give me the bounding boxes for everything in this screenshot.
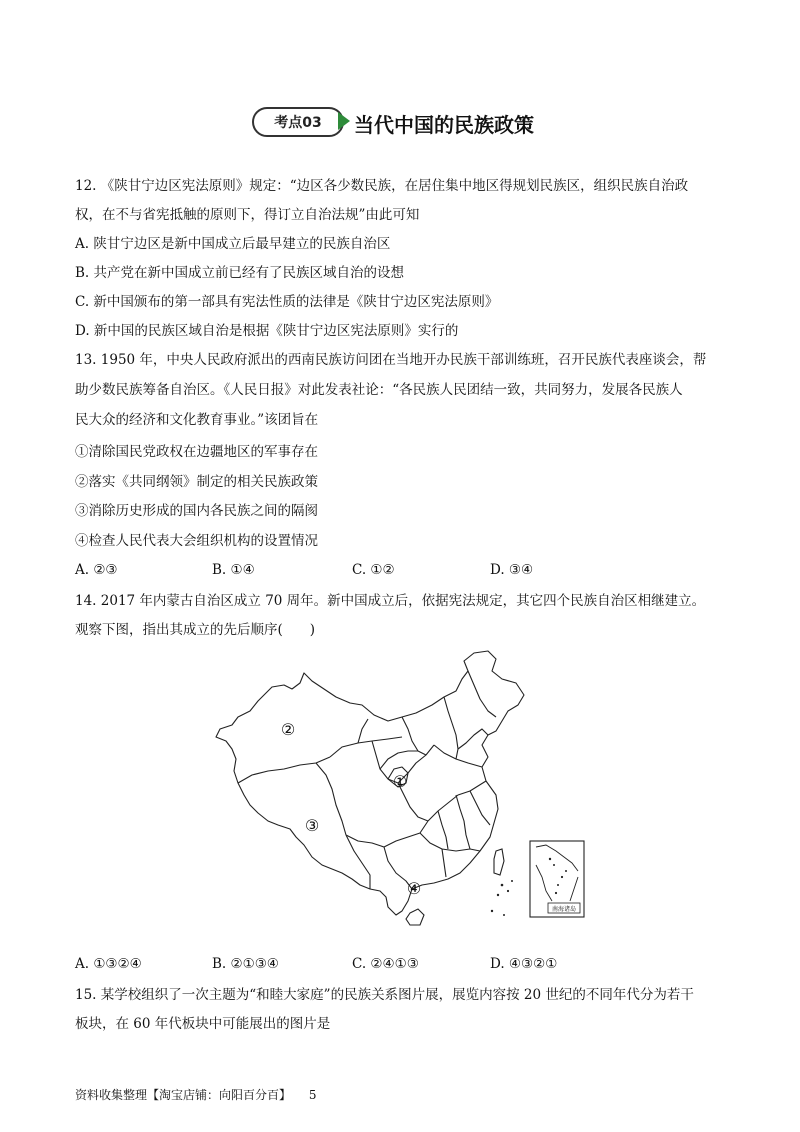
map-marker-4: ④ <box>406 879 422 898</box>
q14-option-a: A. ①③②④ <box>75 956 142 972</box>
q14-option-c: C. ②④①③ <box>352 956 419 972</box>
section-heading <box>252 103 572 143</box>
q13-option-b: B. ①④ <box>212 562 255 578</box>
q13-stem-line-2: 助少数民族筹备自治区。《人民日报》对此发表社论：“各民族人民团结一致，共同努力，发展各民族人 <box>75 382 683 398</box>
q14-option-b: B. ②①③④ <box>212 956 279 972</box>
map-marker-3: ③ <box>304 816 320 835</box>
q12-option-a: A. 陕甘宁边区是新中国成立后最早建立的民族自治区 <box>75 236 391 252</box>
q13-option-a: A. ②③ <box>75 562 118 578</box>
q13-item-2: ②落实《共同纲领》制定的相关民族政策 <box>75 474 318 490</box>
page-footer <box>75 1086 316 1103</box>
map-marker-1: ① <box>392 772 408 791</box>
section-badge: 考点03 <box>252 107 344 137</box>
q13-option-c: C. ①② <box>352 562 395 578</box>
q13-stem-line-3: 民大众的经济和文化教育事业。”该团旨在 <box>75 412 319 428</box>
taiwan-island <box>494 849 504 875</box>
inset-label: 南海诸岛 <box>551 906 577 913</box>
q12-stem-line-2: 权，在不与省宪抵触的原则下，得订立自治法规”由此可知 <box>75 207 420 223</box>
q13-stem-line-1: 13. 1950 年，中央人民政府派出的西南民族访问团在当地开办民族干部训练班，召开民族代表座谈会，帮 <box>75 352 707 368</box>
q13-option-d: D. ③④ <box>490 562 534 578</box>
q14-option-d: D. ④③②① <box>490 956 558 972</box>
section-title: 当代中国的民族政策 <box>354 113 534 137</box>
south-china-sea-inset <box>530 841 584 917</box>
q15-stem-line-2: 板块，在 60 年代板块中可能展出的图片是 <box>75 1016 331 1032</box>
q12-option-d: D. 新中国的民族区域自治是根据《陕甘宁边区宪法原则》实行的 <box>75 323 459 339</box>
q15-stem-line-1: 15. 某学校组织了一次主题为“和睦大家庭”的民族关系图片展，展览内容按 20 世纪的不同年代分为若干 <box>75 987 694 1003</box>
map-marker-2: ② <box>280 720 296 739</box>
page-number: 5 <box>308 1088 317 1102</box>
q13-item-3: ③消除历史形成的国内各民族之间的隔阂 <box>75 503 318 519</box>
q13-item-1: ①清除国民党政权在边疆地区的军事存在 <box>75 444 318 460</box>
q12-stem-line-1: 12. 《陕甘宁边区宪法原则》规定：“边区各少数民族，在居住集中地区得规划民族区，组织民族自治政 <box>75 178 689 194</box>
triangle-arrow-icon <box>338 112 350 130</box>
hainan-island <box>406 909 424 925</box>
q13-item-4: ④检查人民代表大会组织机构的设置情况 <box>75 533 318 549</box>
q14-stem-line-1: 14. 2017 年内蒙古自治区成立 70 周年。新中国成立后，依据宪法规定，其它四个民族自治区相继建立。 <box>75 593 706 609</box>
q14-stem-line-2: 观察下图，指出其成立的先后顺序( ) <box>75 622 316 638</box>
china-map <box>212 645 596 935</box>
q12-option-c: C. 新中国颁布的第一部具有宪法性质的法律是《陕甘宁边区宪法原则》 <box>75 294 499 310</box>
q12-option-b: B. 共产党在新中国成立前已经有了民族区域自治的设想 <box>75 265 405 281</box>
footer-source: 资料收集整理【淘宝店铺：向阳百分百】 <box>75 1088 292 1102</box>
